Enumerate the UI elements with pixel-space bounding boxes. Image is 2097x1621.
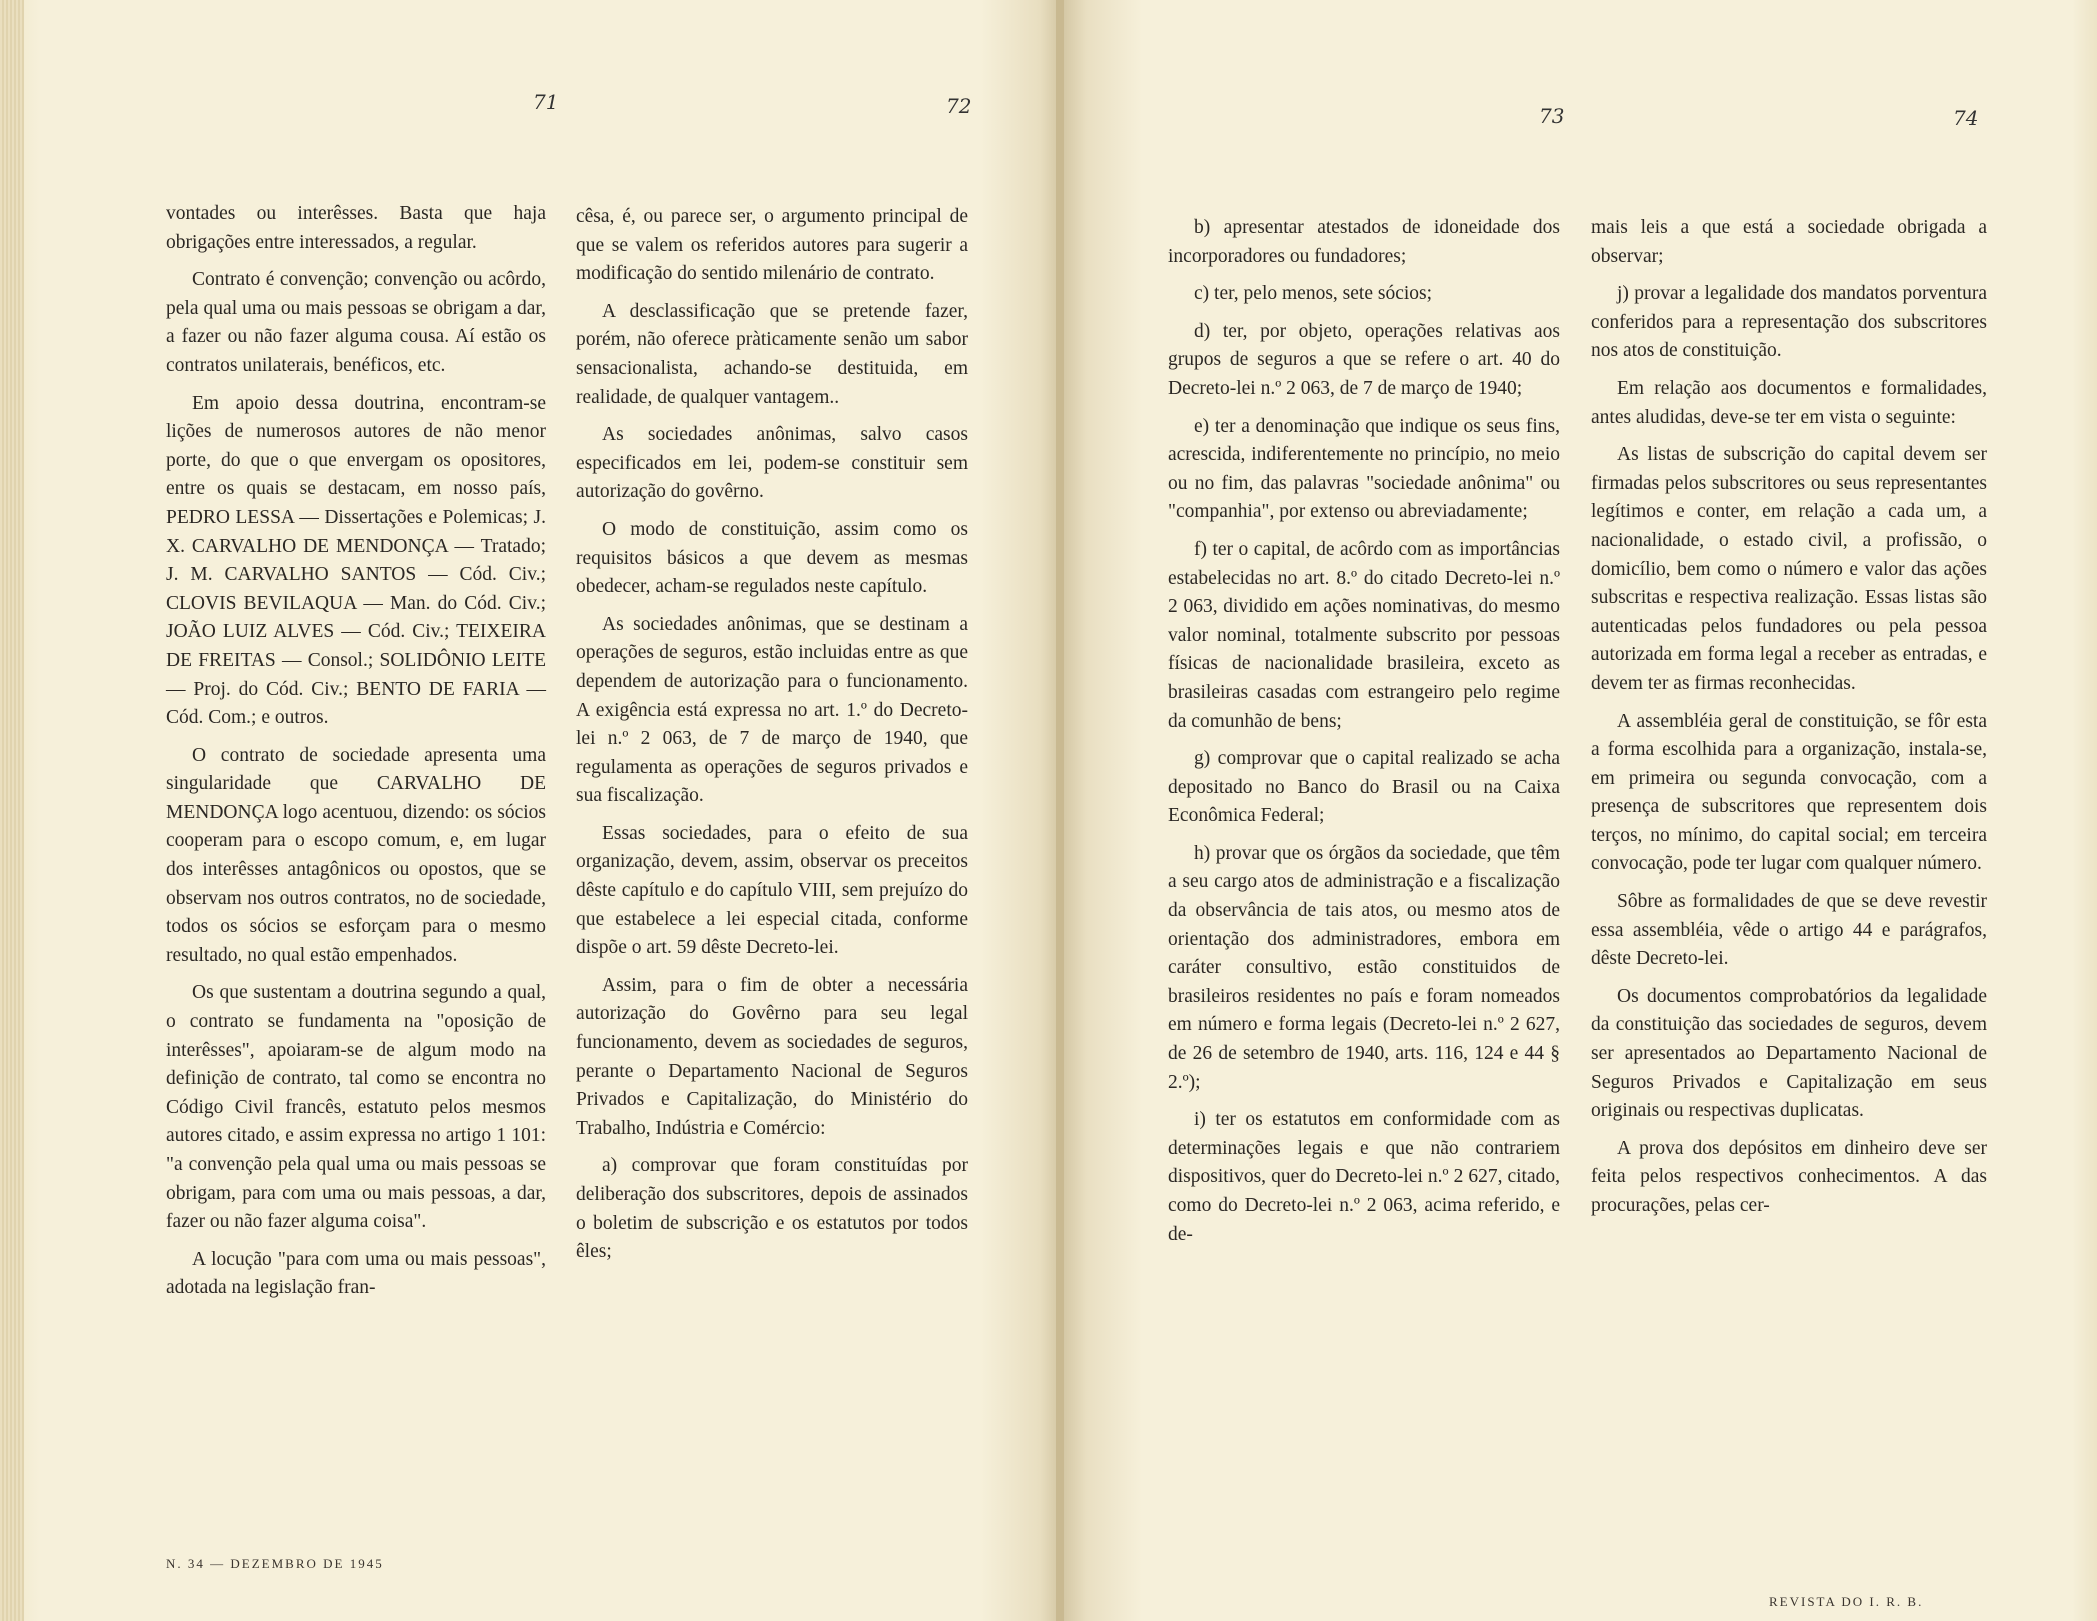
paragraph: f) ter o capital, de acôrdo com as importâncias estabelecidas no art. 8.º do citado Decreto-lei n.º 2 063, dividido em ações nominativas, do mesmo valor nominal, totalmente subscrito por pessoas físicas de nacionalidade brasileira, exceto as brasileiras casadas com estrangeiro pelo regime da comunhão de bens; — [1168, 538, 1560, 732]
paragraph: vontades ou interêsses. Basta que haja obrigações entre interessados, a regular. — [166, 203, 546, 253]
paragraph: As sociedades anônimas, salvo casos especificados em lei, podem-se constituir sem autorização do govêrno. — [576, 424, 968, 503]
paragraph: O contrato de sociedade apresenta uma singularidade que CARVALHO DE MENDONÇA logo acentuou, dizendo: os sócios cooperam para o escopo comum, e, em lugar dos interêsses antagônicos ou opostos, que se observam nos outros contratos, no de sociedade, todos os sócios se esforçam para o mesmo resultado, no qual estão empenhados. — [166, 744, 546, 966]
paragraph: Em relação aos documentos e formalidades, antes aludidas, deve-se ter em vista o seguinte: — [1591, 377, 1987, 428]
column-page-74 — [1591, 214, 1987, 1230]
paragraph: h) provar que os órgãos da sociedade, que têm a seu cargo atos de administração e a fiscalização da observância de tais atos, ou mesmo atos de orientação dos administradores, embora em caráter consultivo, estão constituidos de brasileiros residentes no país e foram nomeados em número e forma legais (Decreto-lei n.º 2 627, de 26 de setembro de 1940, arts. 116, 124 e 44 § 2.º); — [1168, 842, 1560, 1093]
paragraph: As sociedades anônimas, que se destinam a operações de seguros, estão incluidas entre as que dependem de autorização para o funcionamento. A exigência está expressa no art. 1.º do Decreto-lei n.º 2 063, de 7 de março de 1940, que regulamenta as operações de seguros privados e sua fiscalização. — [576, 613, 968, 807]
paragraph: Os documentos comprobatórios da legalidade da constituição das sociedades de seguros, devem ser apresentados ao Departamento Nacional de Seguros Privados e Capitalização em seus originais ou respectivas duplicatas. — [1591, 985, 1987, 1122]
paragraph: j) provar a legalidade dos mandatos porventura conferidos para a representação dos subscritores nos atos de constituição. — [1591, 283, 1987, 362]
footer-issue: N. 34 — DEZEMBRO DE 1945 — [166, 1556, 384, 1571]
column-page-71 — [166, 200, 546, 1312]
column-page-72 — [576, 203, 968, 1276]
page-edge — [0, 0, 24, 1621]
page-number-73: 73 — [1539, 104, 1565, 128]
paragraph: i) ter os estatutos em conformidade com as determinações legais e que não contrariem dispositivos, quer do Decreto-lei n.º 2 627, citado, como do Decreto-lei n.º 2 063, acima referido, e de- — [1168, 1109, 1560, 1245]
paragraph: Essas sociedades, para o efeito de sua organização, devem, assim, observar os preceitos dêste capítulo e do capítulo VIII, sem prejuízo do que estabelece a lei especial citada, conforme dispõe o art. 59 dêste Decreto-lei. — [576, 822, 968, 959]
paragraph: A assembléia geral de constituição, se fôr esta a forma escolhida para a organização, instala-se, em primeira ou segunda convocação, com a presença de subscritores que representem dois terços, no mínimo, do capital social; em terceira convocação, pode ter lugar com qualquer número. — [1591, 710, 1987, 875]
paragraph: e) ter a denominação que indique os seus fins, acrescida, indiferentemente no princípio, no meio ou no fim, das palavras "sociedade anônima" ou "companhia", por extenso ou abreviadamente; — [1168, 415, 1560, 523]
paragraph: g) comprovar que o capital realizado se acha depositado no Banco do Brasil ou na Caixa Econômica Federal; — [1168, 748, 1560, 827]
footer-journal: REVISTA DO I. R. B. — [1769, 1594, 1924, 1609]
paragraph: Em apoio dessa doutrina, encontram-se lições de numerosos autores de não menor porte, do que o que envergam os opositores, entre os quais se destacam, em nosso país, PEDRO LESSA — Dissertações e Polemicas; J. X. CARVALHO DE MENDONÇA — Tratado; J. M. CARVALHO SANTOS — Cód. Civ.; CLOVIS BEVILAQUA — Man. do Cód. Civ.; JOÃO LUIZ ALVES — Cód. Civ.; TEIXEIRA DE FREITAS — Consol.; SOLIDÔNIO LEITE — Proj. do Cód. Civ.; BENTO DE FARIA — Cód. Com.; e outros. — [166, 392, 546, 729]
book-gutter — [1056, 0, 1064, 1621]
paragraph: cêsa, é, ou parece ser, o argumento principal de que se valem os referidos autores para sugerir a modificação do sentido milenário de contrato. — [576, 206, 968, 285]
paragraph: b) apresentar atestados de idoneidade dos incorporadores ou fundadores; — [1168, 217, 1560, 267]
column-page-73 — [1168, 214, 1560, 1258]
paragraph: Contrato é convenção; convenção ou acôrdo, pela qual uma ou mais pessoas se obrigam a dar, a fazer ou não fazer alguma cousa. Aí estão os contratos unilaterais, benéficos, etc. — [166, 269, 546, 376]
paragraph: A locução "para com uma ou mais pessoas", adotada na legislação fran- — [166, 1248, 546, 1299]
paragraph: d) ter, por objeto, operações relativas aos grupos de seguros a que se refere o art. 40 do Decreto-lei n.º 2 063, de 7 de março de 1940; — [1168, 320, 1560, 399]
paragraph: Assim, para o fim de obter a necessária autorização do Govêrno para seu legal funcionamento, devem as sociedades de seguros, perante o Departamento Nacional de Seguros Privados e Capitalização, do Ministério do Trabalho, Indústria e Comércio: — [576, 974, 968, 1139]
page-number-74: 74 — [1953, 106, 1979, 130]
paragraph: A prova dos depósitos em dinheiro deve ser feita pelos respectivos conhecimentos. A das procurações, pelas cer- — [1591, 1137, 1987, 1216]
paragraph: mais leis a que está a sociedade obrigada a observar; — [1591, 217, 1987, 267]
paragraph: Os que sustentam a doutrina segundo a qual, o contrato se fundamenta na "oposição de interêsses", apoiaram-se de algum modo na definição de contrato, tal como se encontra no Código Civil francês, estatuto pelos mesmos autores citado, e assim expressa no artigo 1 101: "a convenção pela qual uma ou mais pessoas se obrigam, para com uma ou mais pessoas, a dar, fazer ou não fazer alguma coisa". — [166, 982, 546, 1233]
paragraph: O modo de constituição, assim como os requisitos básicos a que devem as mesmas obedecer, acham-se regulados neste capítulo. — [576, 518, 968, 598]
page-number-72: 72 — [946, 94, 972, 118]
paragraph: c) ter, pelo menos, sete sócios; — [1194, 283, 1433, 305]
paragraph: Sôbre as formalidades de que se deve revestir essa assembléia, vêde o artigo 44 e parágrafos, dêste Decreto-lei. — [1591, 891, 1987, 970]
paragraph: A desclassificação que se pretende fazer, porém, não oferece pràticamente senão um sabor sensacionalista, achando-se destituida, em realidade, de qualquer vantagem.. — [576, 300, 968, 408]
paragraph: As listas de subscrição do capital devem ser firmadas pelos subscritores ou seus representantes legítimos e conter, em relação a cada um, a nacionalidade, o estado civil, a profissão, o domicílio, bem como o número e valor das ações subscritas e respectiva realização. Essas listas são autenticadas pelos fundadores ou pela pessoa autorizada em forma legal a receber as entradas, e devem ter as firmas reconhecidas. — [1591, 444, 1987, 694]
page-number-71: 71 — [533, 90, 559, 114]
paragraph: a) comprovar que foram constituídas por deliberação dos subscritores, depois de assinados o boletim de subscrição e os estatutos por todos êles; — [576, 1155, 968, 1263]
